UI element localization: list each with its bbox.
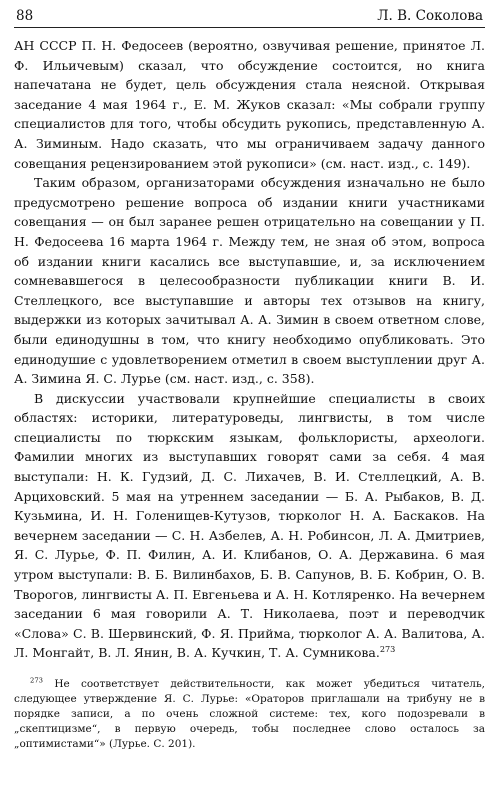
page-number: 88 [16,8,34,24]
running-header [14,8,485,28]
footnote-text: Не соответствует действительности, как может убедиться читатель, следующее утверждение Я. С. Лурье: «Ораторов приглашали на трибуну не в порядке записи, а по очень сложной системе: тех, кого подозревали в „скептицизме“, в первую очередь, тобы последнее слово осталось за „оптимистами“» (Лурье. С. 201). [14,678,486,750]
paragraph-text: В дискуссии участвовали крупнейшие специалисты в своих областях: историки, литературоведы, лингвисты, в том числе специалисты по тюркским языкам, фольклористы, археологи. Фамилии многих из выступавших говорят сами за себя. 4 мая выступали: Н. К. Гудзий, Д. С. Лихачев, В. И. Стеллецкий, А. В. Арциховский. 5 мая на утреннем заседании — Б. А. Рыбаков, В. Д. Кузьмина, И. Н. Голенищев-Кутузов, тюрколог Н. А. Баскаков. На вечернем заседании — С. Н. Азбелев, А. Н. Робинсон, Л. А. Дмитриев, Я. С. Лурье, Ф. П. Филин, А. И. Клибанов, О. А. Державина. 6 мая утром выступали: В. Б. Вилинбахов, Б. В. Сапунов, В. Б. Кобрин, О. В. Творогов, лингвисты А. П. Евгеньева и А. Н. Котляренко. На вечернем заседании 6 мая говорили А. Т. Николаева, поэт и переводчик «Слова» С. В. Шервинский, Ф. Я. Прийма, тюрколог А. А. Валитова, А. Л. Монгайт, В. Л. Янин, В. А. Кучкин, Т. А. Сумникова. [14,390,485,661]
footnotes [14,677,485,752]
footnote [14,677,485,752]
footnote-reference[interactable]: 273 [379,644,396,655]
footnote-number: 273 [30,676,44,685]
paragraph: Таким образом, организаторами обсуждения изначально не было предусмотрено решение вопроса об издании книги участниками совещания — он был заранее решен отрицательно на совещании у П. Н. Федосеева 16 марта 1964 г. Между тем, не зная об этом, вопроса об издании книги касались все выступавшие, и, за исключением сомневавшегося в целесообразности публикации книги В. И. Стеллецкого, все выступавшие и авторы тех отзывов на книгу, выдержки из которых зачитывал А. А. Зимин в своем ответном слове, были единодушны в том, что книгу необходимо опубликовать. Это единодушие с удовлетворением отметил в своем выступлении друг А. А. Зимина Я. С. Лурье (см. наст. изд., с. 358). [14,175,485,387]
main-text [14,36,485,663]
paragraph: АН СССР П. Н. Федосеев (вероятно, озвучивая решение, принятое Л. Ф. Ильичевым) сказал, что обсуждение состоится, но книга напечатана не будет, цель обсуждения стала неясной. Открывая заседание 4 мая 1964 г., Е. М. Жуков сказал: «Мы собрали группу специалистов для того, чтобы обсудить рукопись, представленную А. А. Зиминым. Надо сказать, что мы ограничиваем задачу данного совещания рецензированием этой рукописи» (см. наст. изд., с. 149). [14,38,485,171]
running-title: Л. В. Соколова [377,8,483,24]
paragraph [14,389,485,663]
